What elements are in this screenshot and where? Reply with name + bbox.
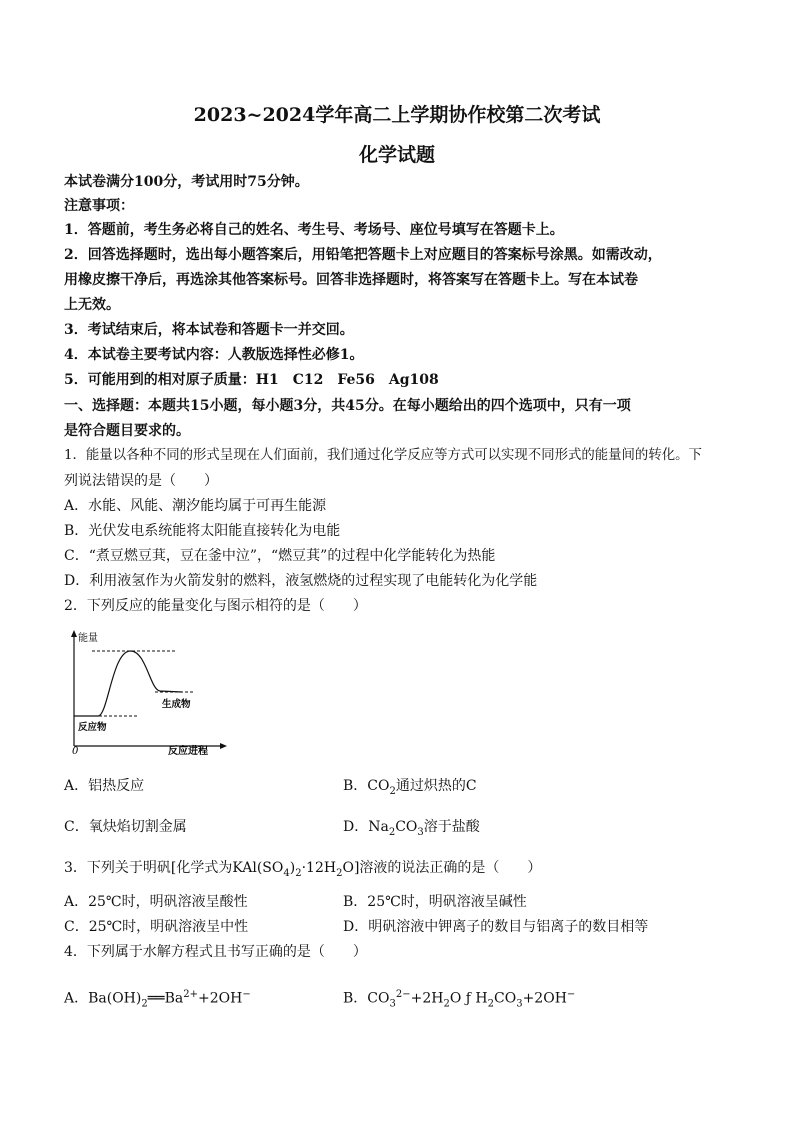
notice-title: 注意事项： bbox=[64, 198, 134, 214]
q4-option-b: B．$CO_3^{2-}+2H_2O$ ƒ $H_2CO_3+2OH^-$ bbox=[343, 989, 576, 1010]
exam-title: 2023~2024学年高二上学期协作校第二次考试 bbox=[193, 104, 601, 126]
notice-item: 用橡皮擦干净后，再选涂其他答案标号。回答非选择题时，将答案写在答题卡上。写在本试卷 bbox=[64, 272, 638, 288]
q2-option-c: C．氧炔焰切割金属 bbox=[64, 819, 187, 835]
notice-item: 5．可能用到的相对原子质量：H1 C12 Fe56 Ag108 bbox=[64, 372, 439, 388]
q1-stem: 1．能量以各种不同的形式呈现在人们面前，我们通过化学反应等方式可以实现不同形式的能量间的转化。下 bbox=[64, 448, 702, 463]
q1-option-a: A．水能、风能、潮汐能均属于可再生能源 bbox=[64, 498, 327, 514]
q2-stem: 2．下列反应的能量变化与图示相符的是（ ） bbox=[64, 598, 367, 614]
notice-item: 3．考试结束后，将本试卷和答题卡一并交回。 bbox=[64, 322, 354, 338]
q1-option-d: D．利用液氢作为火箭发射的燃料，液氢燃烧的过程实现了电能转化为化学能 bbox=[64, 573, 538, 589]
q1-option-c: C．“煮豆燃豆萁，豆在釜中泣”，“燃豆萁”的过程中化学能转化为热能 bbox=[64, 548, 496, 564]
subject-title: 化学试题 bbox=[358, 144, 435, 166]
section-heading: 一、选择题：本题共15小题，每小题3分，共45分。在每小题给出的四个选项中，只有一项 bbox=[64, 398, 631, 414]
notice-item: 上无效。 bbox=[64, 297, 120, 313]
section-heading: 是符合题目要求的。 bbox=[64, 423, 190, 439]
y-axis-label: 能量 bbox=[78, 633, 98, 644]
q2-option-b: B．$CO_2$通过炽热的C bbox=[343, 778, 477, 797]
q3-option-b: B．25℃时，明矾溶液呈碱性 bbox=[343, 894, 527, 910]
q3-option-d: D．明矾溶液中钾离子的数目与铝离子的数目相等 bbox=[343, 919, 649, 935]
q2-option-d: D．$Na_2CO_3$溶于盐酸 bbox=[343, 819, 480, 838]
score-time: 本试卷满分100分，考试用时75分钟。 bbox=[64, 174, 309, 190]
q1-stem: 列说法错误的是（ ） bbox=[64, 473, 218, 489]
q3-stem: 3．下列关于明矾[化学式为$KAl(SO_4)_2\cdot 12H_2O$]溶液的说法正确的是（ ） bbox=[64, 860, 542, 879]
q1-option-b: B．光伏发电系统能将太阳能直接转化为电能 bbox=[64, 523, 341, 539]
q3-option-c: C．25℃时，明矾溶液呈中性 bbox=[64, 919, 249, 935]
y-axis-arrow-icon bbox=[71, 630, 77, 637]
q4-option-a: A．$Ba(OH)_2══Ba^{2+}+2OH^-$ bbox=[64, 989, 251, 1010]
origin-label: 0 bbox=[72, 746, 79, 756]
q4-stem: 4．下列属于水解方程式且书写正确的是（ ） bbox=[64, 944, 367, 960]
x-axis-arrow-icon bbox=[220, 743, 227, 749]
notice-item: 1．答题前，考生务必将自己的姓名、考生号、考场号、座位号填写在答题卡上。 bbox=[64, 222, 564, 238]
q3-option-a: A．25℃时，明矾溶液呈酸性 bbox=[64, 894, 248, 910]
reactant-label: 反应物 bbox=[78, 722, 107, 733]
notice-item: 4．本试卷主要考试内容：人教版选择性必修1。 bbox=[64, 347, 364, 363]
product-label: 生成物 bbox=[162, 699, 191, 710]
energy-diagram bbox=[60, 628, 230, 756]
q2-option-a: A．铝热反应 bbox=[64, 778, 145, 794]
notice-item: 2．回答选择题时，选出每小题答案后，用铅笔把答题卡上对应题目的答案标号涂黑。如需改动， bbox=[64, 247, 662, 263]
x-axis-label: 反应进程 bbox=[168, 746, 208, 756]
